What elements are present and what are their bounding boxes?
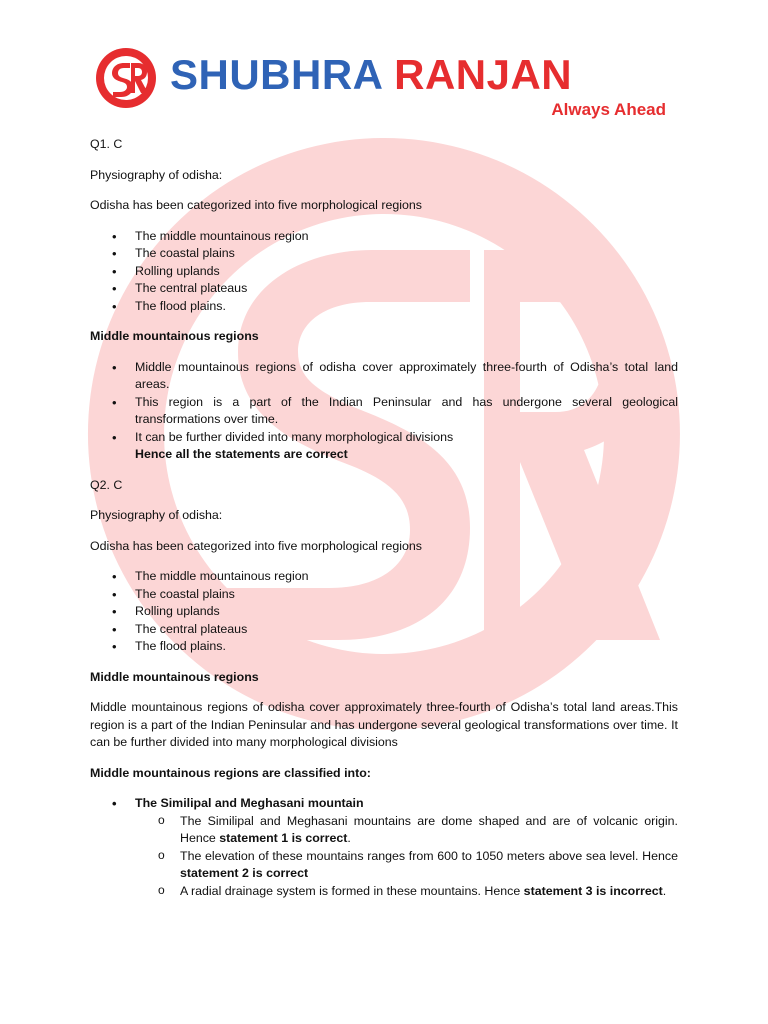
q2-regions-list: [90, 568, 678, 656]
q1-point-text: It can be further divided into many morphological divisions: [135, 429, 454, 444]
list-item: • The middle mountainous region: [90, 228, 678, 246]
sub-point-bold: statement 3 is incorrect: [523, 883, 663, 898]
q1-heading: Physiography of odisha:: [90, 167, 223, 182]
list-item: • Middle mountainous regions of odisha cover approximately three-fourth of Odisha’s total land areas.: [90, 359, 678, 394]
list-item: • Rolling uplands: [90, 603, 678, 621]
q2-sub-points-list: [90, 813, 678, 901]
sub-point-end: .: [347, 831, 351, 845]
list-item: • This region is a part of the Indian Peninsular and has undergone several geological transformations over time.: [90, 394, 678, 429]
q1-points-list: [90, 359, 678, 464]
list-item: [90, 848, 678, 883]
brand-name: [170, 50, 572, 100]
sr-monogram-icon: [94, 46, 160, 110]
q2-subheading: Middle mountainous regions: [90, 669, 259, 684]
q1-subheading: Middle mountainous regions: [90, 329, 259, 343]
brand-header: [94, 44, 674, 124]
list-item: [90, 429, 678, 464]
sub-point-text: The elevation of these mountains ranges from 600 to 1050 meters above sea level. Hence: [180, 848, 678, 863]
list-item: • The flood plains.: [90, 638, 678, 656]
sub-point-text: A radial drainage system is formed in these mountains. Hence: [180, 883, 524, 898]
q1-answer: Q1. C: [90, 137, 123, 151]
brand-first-word: SHUBHRA: [170, 51, 382, 98]
q2-classified-heading: Middle mountainous regions are classified into:: [90, 765, 371, 780]
q2-paragraph: Middle mountainous regions of odisha cover approximately three-fourth of Odisha’s total land areas.This region is a part of the Indian Peninsular and has undergone several geological transformations over time. It can be further divided into many morphological divisions: [90, 700, 678, 749]
list-item: • The coastal plains: [90, 245, 678, 263]
document-body: [90, 136, 678, 900]
brand-second-word: RANJAN: [394, 51, 573, 98]
q2-answer: Q2. C: [90, 477, 123, 492]
q2-heading: Physiography of odisha:: [90, 508, 223, 522]
list-item: • The middle mountainous region: [90, 568, 678, 586]
q2-intro: Odisha has been categorized into five morphological regions: [90, 538, 422, 553]
sub-point-bold: statement 2 is correct: [180, 866, 309, 880]
list-item: • The central plateaus: [90, 621, 678, 639]
q1-intro: Odisha has been categorized into five morphological regions: [90, 198, 422, 212]
list-item: • The Similipal and Meghasani mountain: [90, 795, 678, 813]
sub-point-bold: statement 1 is correct: [219, 831, 348, 845]
q2-mountain-list: [90, 795, 678, 813]
q1-conclusion: Hence all the statements are correct: [135, 447, 348, 461]
list-item: • The central plateaus: [90, 280, 678, 298]
list-item: • Rolling uplands: [90, 263, 678, 281]
list-item: [90, 883, 678, 901]
q1-regions-list: [90, 228, 678, 316]
list-item: • The flood plains.: [90, 298, 678, 316]
list-item: • The coastal plains: [90, 586, 678, 604]
sub-point-end: .: [662, 883, 667, 898]
list-item: [90, 813, 678, 848]
brand-tagline: Always Ahead: [551, 100, 666, 119]
sub-point-text: The Similipal and Meghasani mountains are dome shaped and are of volcanic origin. Hence: [180, 813, 678, 845]
